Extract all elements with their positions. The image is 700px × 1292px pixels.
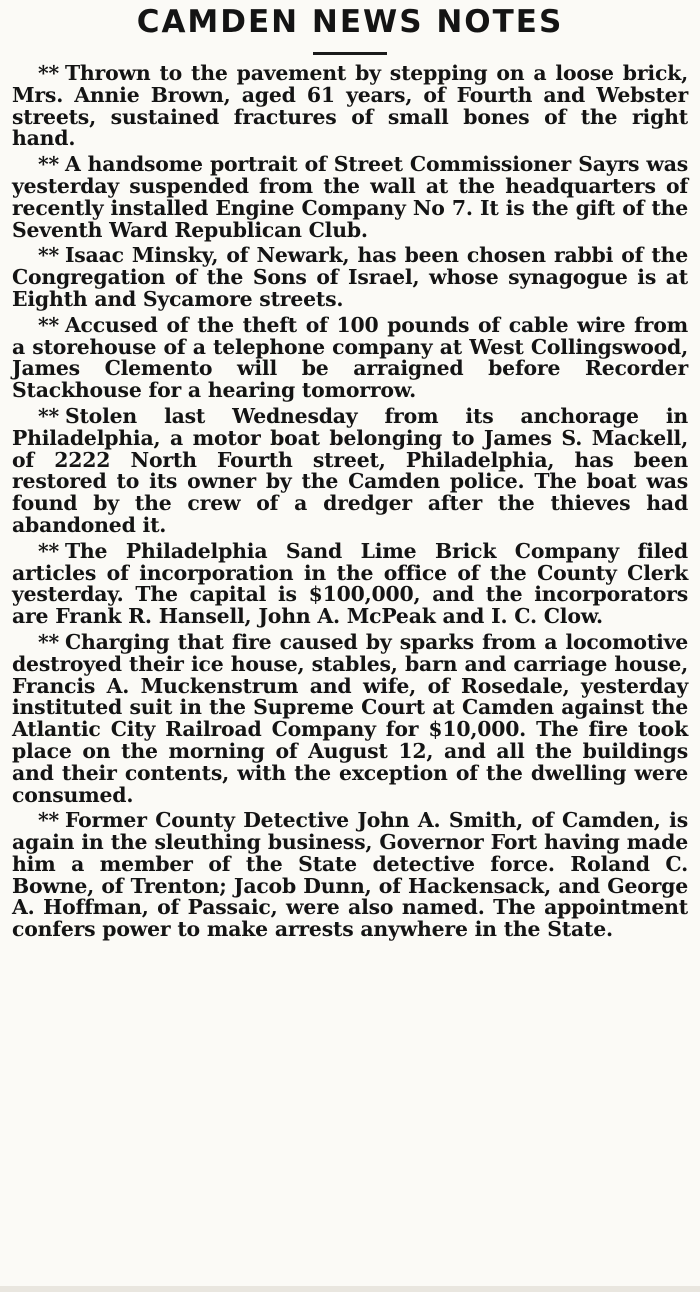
news-item	[12, 245, 688, 310]
news-item	[12, 403, 688, 537]
headline-rule	[313, 52, 387, 55]
news-item	[12, 63, 688, 150]
item-text: Stolen last Wednesday from its anchorage in Philadelphia, a motor boat belonging to James S. Mackell, of 2222 North Fourth street, Philadelphia, has been restored to its owner by the Camden police. The boat was found by the crew of a dredger after the thieves had abandoned it.	[12, 403, 688, 537]
news-item	[12, 154, 688, 241]
item-mark: **	[38, 312, 59, 337]
news-item	[12, 538, 688, 629]
item-text: The Philadelphia Sand Lime Brick Company filed articles of incorporation in the office of the County Clerk yesterday. The capital is $100,000, and the incorporators are Frank R. Hansell, John A. McPeak and I. C. Clow.	[12, 538, 688, 629]
item-mark: **	[38, 152, 59, 177]
news-item	[12, 312, 688, 403]
item-text: A handsome portrait of Street Commissioner Sayrs was yesterday suspended from the wall at the headquarters of recently installed Engine Company No 7. It is the gift of the Seventh Ward Republican Club.	[12, 152, 688, 242]
item-mark: **	[38, 808, 59, 833]
item-mark: **	[38, 629, 59, 654]
news-item	[12, 810, 688, 941]
item-text: Thrown to the pavement by stepping on a loose brick, Mrs. Annie Brown, aged 61 years, of Fourth and Webster streets, sustained fractures of small bones of the right hand.	[12, 61, 688, 151]
item-mark: **	[38, 538, 59, 563]
item-text: Charging that fire caused by sparks from a locomotive destroyed their ice house, stables, barn and carriage house, Francis A. Muckenstrum and wife, of Rosedale, yesterday instituted suit in the Supreme Court at Camden against the Atlantic City Railroad Company for $10,000. The fire took place on the morning of August 12, and all the buildings and their contents, with the exception of the dwelling were consumed.	[12, 629, 688, 807]
item-mark: **	[38, 403, 59, 428]
page-edge	[0, 1286, 700, 1292]
item-mark: **	[38, 61, 59, 85]
headline: CAMDEN NEWS NOTES	[136, 4, 564, 40]
news-item	[12, 629, 688, 807]
item-mark: **	[38, 243, 59, 268]
item-text: Accused of the theft of 100 pounds of cable wire from a storehouse of a telephone company at West Collingswood, James Clemento will be arraigned before Recorder Stackhouse for a hearing tomorrow.	[12, 312, 688, 403]
item-text: Former County Detective John A. Smith, of Camden, is again in the sleuthing business, Governor Fort having made him a member of the State detective force. Roland C. Bowne, of Trenton; Jacob Dunn, of Hackensack, and George A. Hoffman, of Passaic, were also named. The appointment confers power to make arrests anywhere in the State.	[12, 808, 688, 942]
item-text: Isaac Minsky, of Newark, has been chosen rabbi of the Congregation of the Sons of Israel, whose synagogue is at Eighth and Sycamore streets.	[12, 243, 688, 311]
